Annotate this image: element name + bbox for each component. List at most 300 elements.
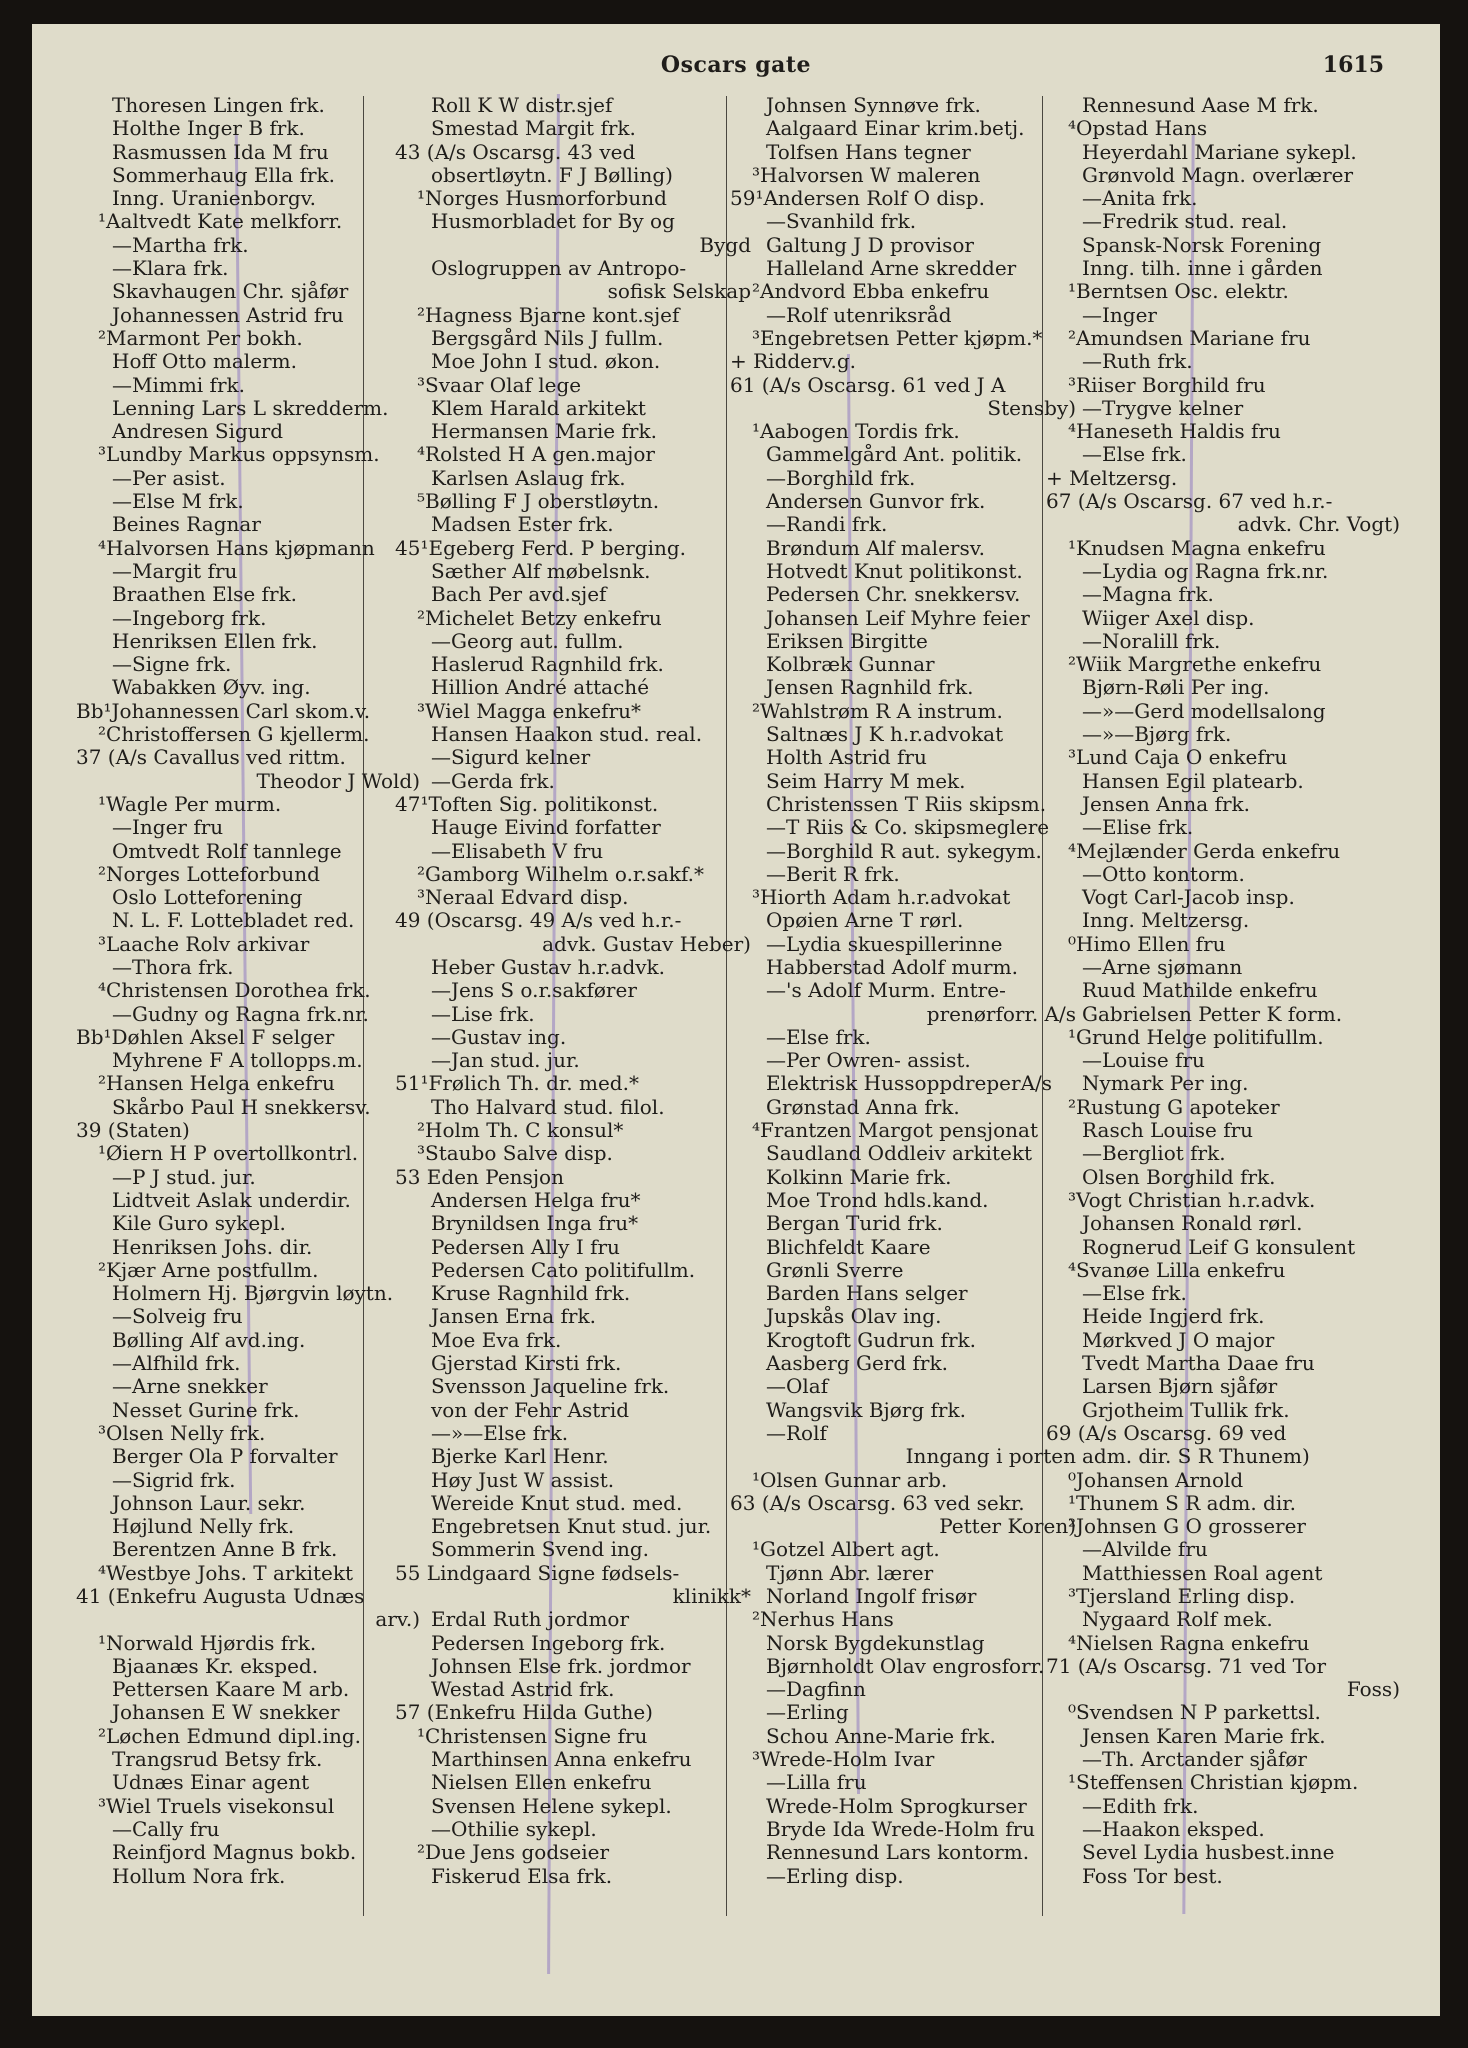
directory-entry: —Erling disp. bbox=[766, 1863, 904, 1888]
directory-entry: —Th. Arctander sjåfør bbox=[1082, 1747, 1307, 1772]
directory-column-3 bbox=[730, 94, 1082, 1888]
directory-entry: —Randi frk. bbox=[766, 512, 888, 537]
directory-entry: Blichfeldt Kaare bbox=[766, 1234, 931, 1259]
directory-entry: ³Svaar Olaf lege bbox=[417, 372, 582, 397]
directory-entry: Nielsen Ellen enkefru bbox=[431, 1770, 652, 1795]
directory-entry: Larsen Bjørn sjåfør bbox=[1082, 1374, 1278, 1399]
directory-entry: Galtung J D provisor bbox=[766, 232, 974, 257]
directory-entry: Aasberg Gerd frk. bbox=[766, 1351, 948, 1376]
directory-entry: —Cally fru bbox=[112, 1816, 220, 1841]
directory-entry: ¹Olsen Gunnar arb. bbox=[752, 1467, 948, 1492]
directory-entry: Engebretsen Knut stud. jur. bbox=[431, 1514, 712, 1539]
directory-entry: —Noralill frk. bbox=[1082, 628, 1221, 653]
directory-entry: Bygd bbox=[699, 232, 751, 257]
directory-entry: —Georg aut. fullm. bbox=[431, 628, 624, 653]
directory-entry: Kolbræk Gunnar bbox=[766, 652, 935, 677]
directory-entry: Bergan Turid frk. bbox=[766, 1211, 943, 1236]
directory-column-4 bbox=[1046, 94, 1406, 1888]
directory-entry: ²Johnsen G O grosserer bbox=[1068, 1514, 1306, 1539]
directory-entry: Braathen Else frk. bbox=[112, 582, 297, 607]
page-title: Oscars gate bbox=[660, 52, 812, 78]
directory-entry: Jensen Karen Marie frk. bbox=[1082, 1723, 1326, 1748]
directory-entry: Tjønn Abr. lærer bbox=[766, 1560, 934, 1585]
directory-entry: ⁴Westbye Johs. T arkitekt bbox=[98, 1560, 354, 1585]
directory-entry: Heyerdahl Mariane sykepl. bbox=[1082, 139, 1357, 164]
directory-entry: Jansen Erna frk. bbox=[431, 1304, 596, 1329]
directory-entry: Heide Ingjerd frk. bbox=[1082, 1304, 1265, 1329]
directory-page bbox=[32, 24, 1440, 2016]
directory-entry: ¹Aabogen Tordis frk. bbox=[752, 419, 960, 444]
directory-entry: ⁴Christensen Dorothea frk. bbox=[98, 978, 371, 1003]
directory-entry: —Inger fru bbox=[112, 815, 224, 840]
directory-entry: Mørkved J O major bbox=[1082, 1327, 1275, 1352]
directory-entry: —Thora frk. bbox=[112, 954, 234, 979]
directory-entry: Jensen Anna frk. bbox=[1082, 791, 1250, 816]
directory-entry: Johnson Laur. sekr. bbox=[112, 1490, 306, 1515]
directory-entry: Gabrielsen Petter K form. bbox=[1082, 1001, 1343, 1026]
directory-entry: Tvedt Martha Daae fru bbox=[1082, 1351, 1315, 1376]
directory-entry: ¹Norwald Hjørdis frk. bbox=[98, 1630, 317, 1655]
directory-entry: Moe Trond hdls.kand. bbox=[766, 1187, 989, 1212]
directory-entry: Pettersen Kaare M arb. bbox=[112, 1677, 350, 1702]
directory-entry: Johnsen Else frk. jordmor bbox=[431, 1653, 691, 1678]
directory-entry: Rennesund Aase M frk. bbox=[1082, 93, 1319, 117]
directory-entry: ³Wrede-Holm Ivar bbox=[752, 1747, 935, 1772]
directory-entry: ³Engebretsen Petter kjøpm.* bbox=[752, 325, 1043, 350]
directory-entry: Sommerhaug Ella frk. bbox=[112, 162, 336, 187]
directory-entry: ³Olsen Nelly frk. bbox=[98, 1420, 266, 1445]
directory-entry: —Else frk. bbox=[1082, 442, 1187, 467]
directory-entry: Haslerud Ragnhild frk. bbox=[431, 652, 664, 677]
directory-entry: Tolfsen Hans tegner bbox=[766, 139, 971, 164]
directory-entry: ¹Aaltvedt Kate melkforr. bbox=[98, 209, 343, 234]
directory-entry: ³Wiel Truels visekonsul bbox=[98, 1793, 335, 1818]
directory-entry: klinikk* bbox=[672, 1584, 751, 1608]
directory-entry: —Else frk. bbox=[766, 1024, 871, 1049]
directory-entry: ¹Grund Helge politifullm. bbox=[1068, 1024, 1324, 1049]
directory-entry: Oslogruppen av Antropo- bbox=[431, 256, 687, 281]
directory-entry: Theodor J Wold) bbox=[256, 768, 420, 793]
directory-entry: sofisk Selskap bbox=[607, 279, 751, 304]
directory-entry: —Svanhild frk. bbox=[766, 209, 917, 234]
directory-entry: 67 (A/s Oscarsg. 67 ved h.r.- bbox=[1046, 489, 1333, 514]
directory-entry: Madsen Ester frk. bbox=[431, 512, 614, 537]
directory-entry: Rasmussen Ida M fru bbox=[112, 139, 329, 164]
directory-entry: Matthiessen Roal agent bbox=[1082, 1560, 1323, 1585]
directory-entry: —Otto kontorm. bbox=[1082, 861, 1245, 886]
directory-entry: Seim Harry M mek. bbox=[766, 768, 966, 793]
directory-entry: Grønvold Magn. overlærer bbox=[1082, 162, 1354, 187]
directory-entry: —Trygve kelner bbox=[1082, 395, 1244, 420]
directory-entry: Johansen Leif Myhre feier bbox=[766, 605, 1030, 630]
directory-entry: 71 (A/s Oscarsg. 71 ved Tor bbox=[1046, 1653, 1327, 1678]
directory-entry: 49 (Oscarsg. 49 A/s ved h.r.- bbox=[395, 908, 682, 933]
directory-entry: ³Laache Rolv arkivar bbox=[98, 931, 310, 956]
directory-entry: Svensen Helene sykepl. bbox=[431, 1793, 672, 1818]
directory-entry: Eriksen Birgitte bbox=[766, 628, 928, 653]
directory-entry: ¹Gotzel Albert agt. bbox=[752, 1537, 940, 1562]
directory-entry: Bb¹Døhlen Aksel F selger bbox=[76, 1024, 335, 1049]
directory-entry: ²Rustung G apoteker bbox=[1068, 1094, 1280, 1119]
directory-entry: Andersen Gunvor frk. bbox=[766, 489, 986, 514]
directory-entry: Henriksen Ellen frk. bbox=[112, 628, 318, 653]
directory-entry: Rognerud Leif G konsulent bbox=[1082, 1234, 1356, 1259]
directory-entry: ³Halvorsen W maleren bbox=[752, 162, 981, 187]
directory-entry: —Inger bbox=[1082, 302, 1157, 327]
directory-entry: Nesset Gurine frk. bbox=[112, 1397, 300, 1422]
directory-entry: Smestad Margit frk. bbox=[431, 116, 636, 141]
directory-entry: ²Løchen Edmund dipl.ing. bbox=[98, 1723, 361, 1748]
directory-entry: Hauge Eivind forfatter bbox=[431, 815, 661, 840]
directory-entry: Inng. Meltzersg. bbox=[1082, 908, 1250, 933]
directory-entry: 45¹Egeberg Ferd. P berging. bbox=[395, 535, 687, 560]
directory-entry: —Lilla fru bbox=[766, 1770, 867, 1795]
directory-entry: Oslo Lotteforening bbox=[112, 885, 303, 910]
directory-entry: Schou Anne-Marie frk. bbox=[766, 1723, 996, 1748]
directory-entry: 37 (A/s Cavallus ved rittm. bbox=[76, 745, 346, 770]
directory-entry: 51¹Frølich Th. dr. med.* bbox=[395, 1071, 639, 1096]
directory-entry: Heber Gustav h.r.advk. bbox=[431, 954, 666, 979]
page-header bbox=[32, 52, 1440, 92]
directory-entry: ²Gamborg Wilhelm o.r.sakf.* bbox=[417, 861, 705, 886]
directory-entry: ⁰Svendsen N P parkettsl. bbox=[1068, 1700, 1321, 1725]
directory-entry: Roll K W distr.sjef bbox=[431, 93, 613, 117]
directory-entry: Holth Astrid fru bbox=[766, 745, 927, 770]
directory-entry: ¹Thunem S R adm. dir. bbox=[1068, 1490, 1296, 1515]
directory-entry: Moe Eva frk. bbox=[431, 1327, 562, 1352]
directory-entry: Grønli Sverre bbox=[766, 1257, 904, 1282]
directory-entry: Barden Hans selger bbox=[766, 1281, 968, 1306]
directory-entry: Inng. tilh. inne i gården bbox=[1082, 256, 1323, 281]
directory-entry: Wangsvik Bjørg frk. bbox=[766, 1397, 966, 1422]
directory-entry: Lenning Lars L skredderm. bbox=[112, 395, 389, 420]
directory-entry: —Arne snekker bbox=[112, 1374, 268, 1399]
directory-entry: Karlsen Aslaug frk. bbox=[431, 465, 626, 490]
directory-entry: 61 (A/s Oscarsg. 61 ved J A bbox=[730, 372, 1006, 397]
directory-entry: Bølling Alf avd.ing. bbox=[112, 1327, 306, 1352]
directory-entry: Bb¹Johannessen Carl skom.v. bbox=[76, 698, 371, 723]
directory-entry: Berentzen Anne B frk. bbox=[112, 1537, 338, 1562]
directory-entry: Bjørnholdt Olav engrosforr. bbox=[766, 1653, 1045, 1678]
directory-entry: ³Riiser Borghild fru bbox=[1068, 372, 1266, 397]
directory-entry: arv.) bbox=[375, 1607, 420, 1632]
directory-entry: ²Nerhus Hans bbox=[752, 1607, 894, 1632]
directory-entry: Wrede-Holm Sprogkurser bbox=[766, 1793, 1027, 1818]
directory-entry: prenørforr. A/s bbox=[926, 1001, 1076, 1026]
directory-entry: Stensby) bbox=[987, 395, 1076, 420]
directory-entry: ²Andvord Ebba enkefru bbox=[752, 279, 990, 304]
directory-entry: 47¹Toften Sig. politikonst. bbox=[395, 791, 659, 816]
directory-entry: —Bergliot frk. bbox=[1082, 1141, 1226, 1166]
directory-entry: Moe John I stud. økon. bbox=[431, 349, 661, 374]
directory-entry: ³Wiel Magga enkefru* bbox=[417, 698, 642, 723]
directory-entry: Bergsgård Nils J fullm. bbox=[431, 325, 664, 350]
directory-entry: Andresen Sigurd bbox=[112, 419, 284, 444]
directory-entry: Andersen Helga fru* bbox=[431, 1187, 641, 1212]
directory-entry: Omtvedt Rolf tannlege bbox=[112, 838, 342, 863]
directory-entry: Rennesund Lars kontorm. bbox=[766, 1840, 1030, 1865]
directory-entry: Skårbo Paul H snekkersv. bbox=[112, 1094, 371, 1119]
directory-entry: Bjaanæs Kr. eksped. bbox=[112, 1653, 319, 1678]
directory-entry: Wereide Knut stud. med. bbox=[431, 1490, 683, 1515]
directory-entry: Spansk-Norsk Forening bbox=[1082, 232, 1322, 257]
directory-entry: ⁰Himo Ellen fru bbox=[1068, 931, 1226, 956]
directory-entry: Foss) bbox=[1346, 1677, 1400, 1702]
directory-entry: ²Wahlstrøm R A instrum. bbox=[752, 698, 1003, 723]
directory-entry: Johnsen Synnøve frk. bbox=[766, 93, 981, 117]
directory-entry: advk. Gustav Heber) bbox=[542, 931, 751, 956]
directory-entry: —Solveig fru bbox=[112, 1304, 243, 1329]
directory-entry: —Lise frk. bbox=[431, 1001, 535, 1026]
directory-entry: Pedersen Cato politifullm. bbox=[431, 1257, 696, 1282]
directory-entry: Hoff Otto malerm. bbox=[112, 349, 297, 374]
directory-entry: Johansen E W snekker bbox=[112, 1700, 340, 1725]
directory-entry: Pedersen Ally I fru bbox=[431, 1234, 620, 1259]
directory-entry: ⁴Opstad Hans bbox=[1068, 116, 1208, 141]
directory-entry: N. L. F. Lottebladet red. bbox=[112, 908, 355, 933]
directory-entry: Kolkinn Marie frk. bbox=[766, 1164, 952, 1189]
directory-entry: —Arne sjømann bbox=[1082, 954, 1243, 979]
directory-entry: Beines Ragnar bbox=[112, 512, 261, 537]
directory-entry: —Alvilde fru bbox=[1082, 1537, 1208, 1562]
directory-entry: Brøndum Alf malersv. bbox=[766, 535, 986, 560]
directory-entry: Foss Tor best. bbox=[1082, 1863, 1223, 1888]
directory-entry: Højlund Nelly frk. bbox=[112, 1514, 295, 1539]
directory-entry: Bjørn-Røli Per ing. bbox=[1082, 675, 1270, 700]
directory-entry: —Rolf bbox=[766, 1420, 827, 1445]
directory-entry: —P J stud. jur. bbox=[112, 1164, 256, 1189]
directory-entry: ⁴Haneseth Haldis fru bbox=[1068, 419, 1281, 444]
directory-entry: —Sigurd kelner bbox=[431, 745, 591, 770]
directory-entry: ¹Christensen Signe fru bbox=[417, 1723, 648, 1748]
directory-entry: —Dagfinn bbox=[766, 1677, 866, 1702]
directory-entry: ⁴Svanøe Lilla enkefru bbox=[1068, 1257, 1286, 1282]
directory-entry: Berger Ola P forvalter bbox=[112, 1444, 338, 1469]
directory-entry: ²Holm Th. C konsul* bbox=[417, 1118, 624, 1143]
directory-entry: Inngang i porten bbox=[905, 1444, 1076, 1469]
directory-entry: ²Christoffersen G kjellerm. bbox=[98, 722, 370, 747]
directory-entry: ²Marmont Per bokh. bbox=[98, 325, 303, 350]
directory-entry: obsertløytn. F J Bølling) bbox=[431, 162, 673, 187]
directory-entry: —Per Owren- assist. bbox=[766, 1048, 971, 1073]
directory-entry: ¹Norges Husmorforbund bbox=[417, 186, 667, 211]
directory-entry: —Jens S o.r.sakfører bbox=[431, 978, 637, 1003]
directory-entry: Christenssen T Riis skipsm. bbox=[766, 791, 1047, 816]
directory-entry: Jupskås Olav ing. bbox=[766, 1304, 942, 1329]
directory-entry: —Lydia skuespillerinne bbox=[766, 931, 1003, 956]
directory-entry: Nymark Per ing. bbox=[1082, 1071, 1249, 1096]
directory-entry: Westad Astrid frk. bbox=[431, 1677, 615, 1702]
directory-entry: Hollum Nora frk. bbox=[112, 1863, 286, 1888]
directory-entry: Erdal Ruth jordmor bbox=[431, 1607, 630, 1632]
directory-entry: ⁴Frantzen Margot pensjonat bbox=[752, 1118, 1038, 1143]
directory-entry: ³Vogt Christian h.r.advk. bbox=[1068, 1187, 1316, 1212]
directory-entry: Petter Koren) bbox=[939, 1514, 1076, 1539]
directory-entry: Olsen Borghild frk. bbox=[1082, 1164, 1276, 1189]
directory-entry: —Signe frk. bbox=[112, 652, 232, 677]
directory-entry: Fiskerud Elsa frk. bbox=[431, 1863, 613, 1888]
directory-entry: Gammelgård Ant. politik. bbox=[766, 442, 1023, 467]
directory-entry: Jensen Ragnhild frk. bbox=[766, 675, 974, 700]
directory-entry: —»—Else frk. bbox=[431, 1420, 569, 1445]
directory-entry: Pedersen Chr. snekkersv. bbox=[766, 582, 1021, 607]
directory-entry: Norland Ingolf frisør bbox=[766, 1584, 977, 1608]
directory-entry: ²Wiik Margrethe enkefru bbox=[1068, 652, 1322, 677]
directory-entry: Rasch Louise fru bbox=[1082, 1118, 1254, 1143]
directory-entry: Grønstad Anna frk. bbox=[766, 1094, 960, 1119]
directory-entry: —Anita frk. bbox=[1082, 186, 1198, 211]
directory-entry: ⁴Mejlænder Gerda enkefru bbox=[1068, 838, 1341, 863]
directory-entry: Marthinsen Anna enkefru bbox=[431, 1747, 692, 1772]
directory-entry: ¹Steffensen Christian kjøpm. bbox=[1068, 1770, 1359, 1795]
directory-entry: Kruse Ragnhild frk. bbox=[431, 1281, 631, 1306]
directory-entry: 53 Eden Pensjon bbox=[395, 1164, 564, 1189]
directory-entry: advk. Chr. Vogt) bbox=[1237, 512, 1400, 537]
directory-entry: 39 (Staten) bbox=[76, 1118, 190, 1143]
directory-entry: Hillion André attaché bbox=[431, 675, 650, 700]
directory-entry: Hansen Haakon stud. real. bbox=[431, 722, 703, 747]
directory-entry: ¹Berntsen Osc. elektr. bbox=[1068, 279, 1289, 304]
directory-entry: Klem Harald arkitekt bbox=[431, 395, 646, 420]
directory-entry: Svensson Jaqueline frk. bbox=[431, 1374, 670, 1399]
directory-entry: Sevel Lydia husbest.inne bbox=[1082, 1840, 1335, 1865]
directory-entry: ¹Wagle Per murm. bbox=[98, 791, 282, 816]
directory-entry: ⁴Halvorsen Hans kjøpmann bbox=[98, 535, 375, 560]
directory-entry: Myhrene F A tollopps.m. bbox=[112, 1048, 363, 1073]
directory-entry: + Ridderv.g. bbox=[730, 349, 857, 374]
directory-entry: ³Tjersland Erling disp. bbox=[1068, 1584, 1296, 1608]
directory-entry: Krogtoft Gudrun frk. bbox=[766, 1327, 976, 1352]
directory-entry: —Louise fru bbox=[1082, 1048, 1205, 1073]
directory-entry: Bach Per avd.sjef bbox=[431, 582, 607, 607]
directory-entry: Hotvedt Knut politikonst. bbox=[766, 558, 1023, 583]
directory-entry: —Erling bbox=[766, 1700, 849, 1725]
directory-entry: Thoresen Lingen frk. bbox=[112, 93, 325, 117]
directory-entry: Ruud Mathilde enkefru bbox=[1082, 978, 1318, 1003]
directory-entry: —Othilie sykepl. bbox=[431, 1816, 597, 1841]
directory-entry: + Meltzersg. bbox=[1046, 465, 1178, 490]
directory-entry: —Jan stud. jur. bbox=[431, 1048, 580, 1073]
directory-entry: Gjerstad Kirsti frk. bbox=[431, 1351, 622, 1376]
directory-entry: Pedersen Ingeborg frk. bbox=[431, 1630, 666, 1655]
directory-entry: Holthe Inger B frk. bbox=[112, 116, 305, 141]
directory-entry: —Else M frk. bbox=[112, 489, 244, 514]
directory-entry: ²Kjær Arne postfullm. bbox=[98, 1257, 319, 1282]
directory-entry: Johansen Ronald rørl. bbox=[1082, 1211, 1303, 1236]
directory-entry: —Elise frk. bbox=[1082, 815, 1194, 840]
directory-entry: —Borghild R aut. sykegym. bbox=[766, 838, 1042, 863]
directory-entry: Saltnæs J K h.r.advokat bbox=[766, 722, 1004, 747]
directory-entry: Habberstad Adolf murm. bbox=[766, 954, 1018, 979]
directory-entry: ³Staubo Salve disp. bbox=[417, 1141, 613, 1166]
directory-entry: ¹Øiern H P overtollkontrl. bbox=[98, 1141, 359, 1166]
directory-entry: ²Amundsen Mariane fru bbox=[1068, 325, 1311, 350]
directory-entry: —Klara frk. bbox=[112, 256, 229, 281]
directory-entry: —Fredrik stud. real. bbox=[1082, 209, 1288, 234]
directory-entry: ²Due Jens godseier bbox=[417, 1840, 610, 1865]
directory-entry: —Else frk. bbox=[1082, 1281, 1187, 1306]
directory-entry: Hermansen Marie frk. bbox=[431, 419, 657, 444]
directory-entry: —Mimmi frk. bbox=[112, 372, 245, 397]
directory-entry: ²Michelet Betzy enkefru bbox=[417, 605, 662, 630]
directory-entry: ³Hiorth Adam h.r.advokat bbox=[752, 885, 1011, 910]
directory-entry: —Rolf utenriksråd bbox=[766, 302, 952, 327]
directory-entry: —Edith frk. bbox=[1082, 1793, 1199, 1818]
directory-entry: —Per asist. bbox=[112, 465, 226, 490]
directory-entry: 43 (A/s Oscarsg. 43 ved bbox=[395, 139, 636, 164]
directory-entry: Lidtveit Aslak underdir. bbox=[112, 1187, 351, 1212]
directory-entry: Udnæs Einar agent bbox=[112, 1770, 310, 1795]
directory-entry: 41 (Enkefru Augusta Udnæs bbox=[76, 1584, 365, 1608]
directory-entry: 57 (Enkefru Hilda Guthe) bbox=[395, 1700, 653, 1725]
directory-entry: Husmorbladet for By og bbox=[431, 209, 675, 234]
directory-entry: —»—Gerd modellsalong bbox=[1082, 698, 1326, 723]
directory-entry: —Alfhild frk. bbox=[112, 1351, 241, 1376]
directory-entry: —Borghild frk. bbox=[766, 465, 916, 490]
directory-entry: —Gerda frk. bbox=[431, 768, 555, 793]
directory-entry: —Lydia og Ragna frk.nr. bbox=[1082, 558, 1329, 583]
directory-entry: —Sigrid frk. bbox=[112, 1467, 236, 1492]
directory-entry: ⁰Johansen Arnold bbox=[1068, 1467, 1244, 1492]
directory-entry: Vogt Carl-Jacob insp. bbox=[1082, 885, 1295, 910]
directory-entry: Høy Just W assist. bbox=[431, 1467, 615, 1492]
directory-entry: Johannessen Astrid fru bbox=[112, 302, 344, 327]
directory-entry: —Olaf bbox=[766, 1374, 829, 1399]
directory-entry: Sommerin Svend ing. bbox=[431, 1537, 650, 1562]
directory-entry: ⁴Rolsted H A gen.major bbox=[417, 442, 655, 467]
directory-entry: Trangsrud Betsy frk. bbox=[112, 1747, 323, 1772]
directory-entry: Henriksen Johs. dir. bbox=[112, 1234, 313, 1259]
directory-entry: Bryde Ida Wrede-Holm fru bbox=[766, 1816, 1036, 1841]
directory-entry: ¹Knudsen Magna enkefru bbox=[1068, 535, 1326, 560]
directory-entry: —Ruth frk. bbox=[1082, 349, 1193, 374]
directory-entry: ⁵Bølling F J oberstløytn. bbox=[417, 489, 660, 514]
directory-entry: —»—Bjørg frk. bbox=[1082, 722, 1232, 747]
directory-entry: Wiiger Axel disp. bbox=[1082, 605, 1255, 630]
directory-entry: —Gustav ing. bbox=[431, 1024, 567, 1049]
directory-entry: Bjerke Karl Henr. bbox=[431, 1444, 609, 1469]
directory-entry: Tho Halvard stud. filol. bbox=[431, 1094, 665, 1119]
directory-entry: ³Neraal Edvard disp. bbox=[417, 885, 629, 910]
directory-entry: —T Riis & Co. skipsmeglere bbox=[766, 815, 1050, 840]
directory-entry: Elektrisk HussoppdreperA/s bbox=[766, 1071, 1053, 1096]
directory-entry: Halleland Arne skredder bbox=[766, 256, 1017, 281]
directory-entry: ²Hagness Bjarne kont.sjef bbox=[417, 302, 680, 327]
directory-entry: —Berit R frk. bbox=[766, 861, 900, 886]
directory-entry: ²Norges Lotteforbund bbox=[98, 861, 320, 886]
directory-entry: —Gudny og Ragna frk.nr. bbox=[112, 1001, 369, 1026]
directory-entry: ³Lund Caja O enkefru bbox=[1068, 745, 1288, 770]
directory-entry: Aalgaard Einar krim.betj. bbox=[766, 116, 1025, 141]
directory-entry: 69 (A/s Oscarsg. 69 ved bbox=[1046, 1420, 1287, 1445]
directory-entry: von der Fehr Astrid bbox=[431, 1397, 630, 1422]
directory-entry: Kile Guro sykepl. bbox=[112, 1211, 286, 1236]
directory-entry: Nygaard Rolf mek. bbox=[1082, 1607, 1273, 1632]
directory-entry: Norsk Bygdekunstlag bbox=[766, 1630, 985, 1655]
directory-column-2 bbox=[395, 94, 757, 1888]
directory-entry: ⁴Nielsen Ragna enkefru bbox=[1068, 1630, 1310, 1655]
directory-entry: Saudland Oddleiv arkitekt bbox=[766, 1141, 1032, 1166]
directory-entry: Grjotheim Tullik frk. bbox=[1082, 1397, 1290, 1422]
directory-entry: adm. dir. S R Thunem) bbox=[1082, 1444, 1310, 1469]
directory-entry: —Ingeborg frk. bbox=[112, 605, 267, 630]
directory-entry: —'s Adolf Murm. Entre- bbox=[766, 978, 1006, 1003]
directory-entry: ³Lundby Markus oppsynsm. bbox=[98, 442, 380, 467]
directory-entry: —Haakon eksped. bbox=[1082, 1816, 1265, 1841]
directory-entry: Hansen Egil platearb. bbox=[1082, 768, 1304, 793]
directory-column-1 bbox=[76, 94, 426, 1888]
directory-entry: Reinfjord Magnus bokb. bbox=[112, 1840, 357, 1865]
